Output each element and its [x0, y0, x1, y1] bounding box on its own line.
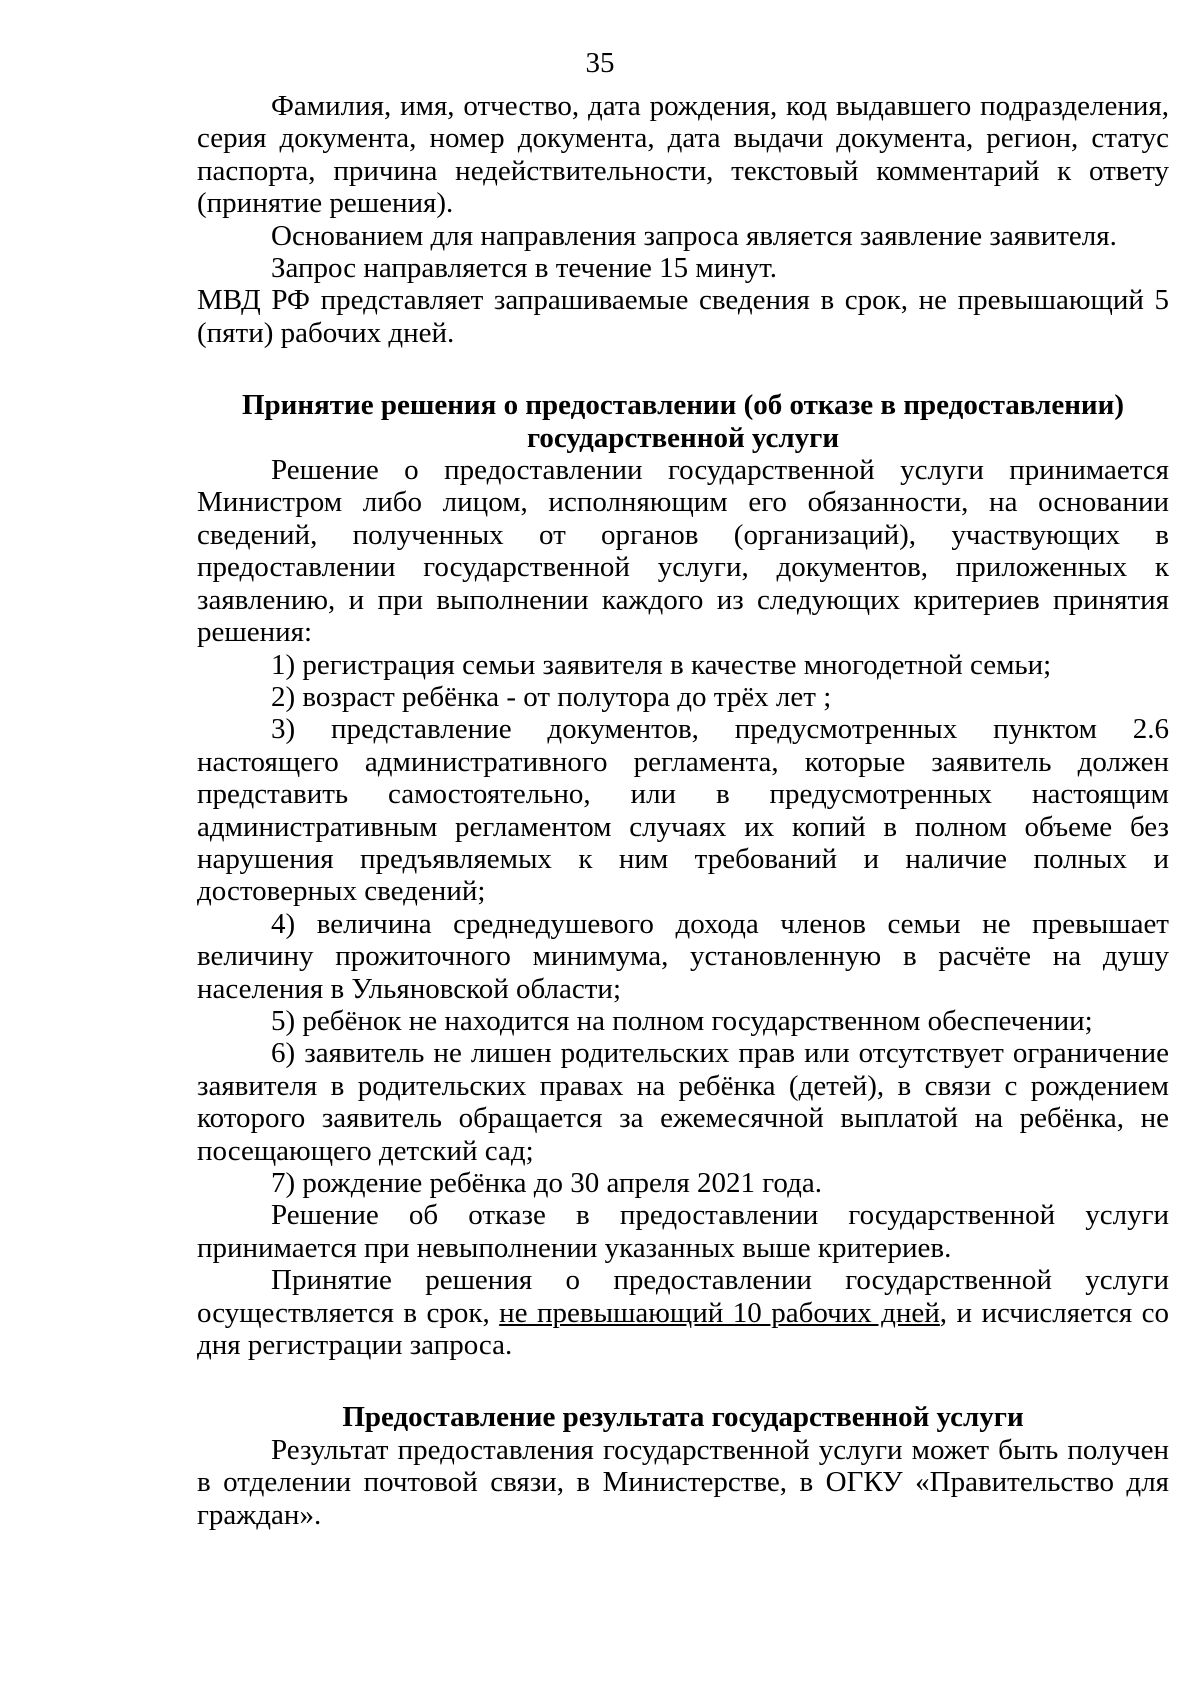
timing-text-before: Принятие решения о предоставлении государственной услуги осуществляется в срок,	[197, 1264, 1169, 1329]
paragraph-mvd-deadline: МВД РФ представляет запрашиваемые сведения в срок, не превышающий 5 (пяти) рабочих дней.	[197, 284, 1169, 349]
paragraph-requested-fields: Фамилия, имя, отчество, дата рождения, код выдавшего подразделения, серия документа, номер документа, дата выдачи документа, регион, статус паспорта, причина недействительности, текстовый комментарий к ответу (принятие решения).	[197, 90, 1169, 220]
paragraph-request-basis: Основанием для направления запроса является заявление заявителя.	[271, 219, 1117, 252]
page-number: 35	[585, 47, 615, 79]
timing-deadline-underlined: не превышающий 10 рабочих дней	[499, 1296, 940, 1329]
paragraph-decision-intro: Решение о предоставлении государственной услуги принимается Министром либо лицом, исполняющим его обязанности, на основании сведений, полученных от органов (организаций), участвующих в предоставлении государственной услуги, документов, приложенных к заявлению, и при выполнении каждого из следующих критериев принятия решения:	[197, 454, 1169, 649]
page-content	[197, 90, 1169, 1531]
section-heading-decision-line2: государственной услуги	[526, 421, 840, 454]
paragraph-result-delivery: Результат предоставления государственной услуги может быть получен в отделении почтовой связи, в Министерстве, в ОГКУ «Правительство для граждан».	[197, 1433, 1169, 1531]
criterion-item: 2) возраст ребёнка - от полутора до трёх лет ;	[271, 680, 832, 713]
spacer	[197, 1361, 1169, 1401]
criterion-item: 7) рождение ребёнка до 30 апреля 2021 года.	[271, 1167, 822, 1199]
paragraph-request-time: Запрос направляется в течение 15 минут.	[271, 252, 778, 285]
section-heading-result: Предоставление результата государственной услуги	[342, 1401, 1024, 1434]
criterion-item: 4) величина среднедушевого дохода членов семьи не превышает величину прожиточного минимума, установленную в расчёте на душу населения в Ульяновской области;	[197, 907, 1169, 1005]
criterion-item: 1) регистрация семьи заявителя в качестве многодетной семьи;	[271, 648, 1052, 681]
section-heading-decision	[197, 389, 1169, 454]
criterion-item: 6) заявитель не лишен родительских прав или отсутствует ограничение заявителя в родительских правах на ребёнка (детей), в связи с рождением которого заявитель обращается за ежемесячной выплатой на ребёнка, не посещающего детский сад;	[197, 1037, 1169, 1167]
spacer	[197, 349, 1169, 389]
criterion-item: 3) представление документов, предусмотренных пунктом 2.6 настоящего административного регламента, которые заявитель должен представить самостоятельно, или в предусмотренных настоящим административным регламентом случаях их копий в полном объеме без нарушения предъявляемых к ним требований и наличие полных и достоверных сведений;	[197, 713, 1169, 908]
timing-text-after: , и исчисляется со дня регистрации запроса.	[197, 1296, 1169, 1362]
paragraph-refusal: Решение об отказе в предоставлении государственной услуги принимается при невыполнении указанных выше критериев.	[197, 1199, 1169, 1264]
paragraph-decision-timing	[197, 1264, 1169, 1361]
section-heading-decision-line1: Принятие решения о предоставлении (об отказе в предоставлении)	[242, 389, 1124, 422]
criterion-item: 5) ребёнок не находится на полном государственном обеспечении;	[271, 1004, 1093, 1037]
